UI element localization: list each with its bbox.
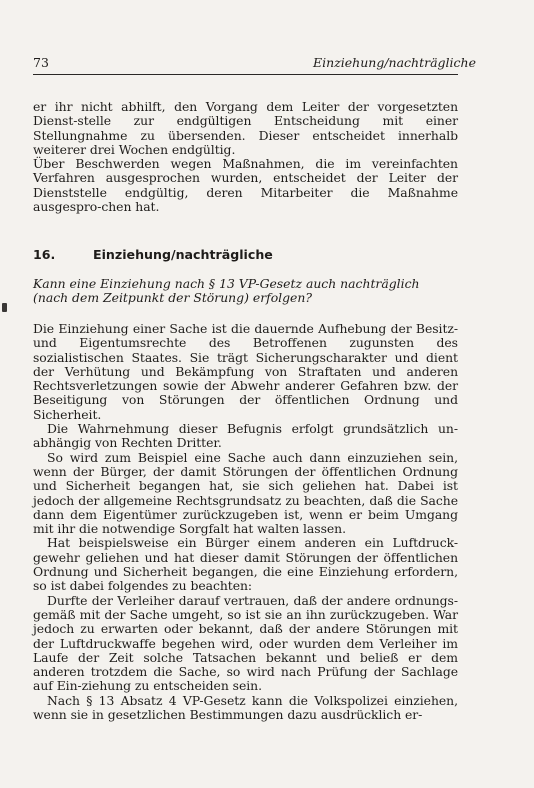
- running-title: Einziehung/nachträgliche: [313, 55, 476, 70]
- body-paragraph: Durfte der Verleiher darauf vertrauen, daß der andere ordnungs-gemäß mit der Sache umgeht, so ist sie an ihn zurückzugeben. War jedoch zu erwarten oder bekannt, daß der andere Störungen mit der Luftdruckwaffe begehen wird, oder wurden dem Verleiher im Laufe der Zeit solche Tatsachen bekannt und beließ er dem anderen trotzdem die Sache, so wird nach Prüfung der Sachlage auf Ein-ziehung zu entscheiden sein.: [33, 592, 458, 694]
- margin-mark: [2, 303, 7, 312]
- section-body: [33, 322, 458, 722]
- body-paragraph: Hat beispielsweise ein Bürger einem anderen ein Luftdruck-gewehr geliehen und hat dieser damit Störungen der öffentlichen Ordnung und Sicherheit begangen, die eine Einziehung erfordern, so ist dabei folgendes zu beachten:: [33, 535, 458, 594]
- header-rule: [33, 74, 458, 75]
- body-paragraph: Nach § 13 Absatz 4 VP-Gesetz kann die Volkspolizei einziehen, wenn sie in gesetzlichen Bestimmungen dazu ausdrücklich er-: [33, 692, 458, 723]
- section-question: Kann eine Einziehung nach § 13 VP-Gesetz auch nachträglich (nach dem Zeitpunkt der Störung) erfolgen?: [33, 276, 420, 306]
- intro-paragraph: er ihr nicht abhilft, den Vorgang dem Leiter der vorgesetzten Dienst-stelle zur endgültigen Entscheidung mit einer Stellungnahme zu übersenden. Dieser entscheidet innerhalb weiterer drei Wochen endgültig.: [33, 99, 458, 157]
- intro-paragraph: Über Beschwerden wegen Maßnahmen, die im vereinfachten Verfahren ausgesprochen wurden, entscheidet der Leiter der Dienststelle endgültig, deren Mitarbeiter die Maßnahme ausgespro-chen hat.: [33, 156, 458, 215]
- page-number: 73: [33, 55, 49, 70]
- body-paragraph: Die Wahrnehmung dieser Befugnis erfolgt grundsätzlich un-abhängig von Rechten Dritter.: [33, 421, 458, 451]
- intro-block: [33, 100, 458, 214]
- body-paragraph: Die Einziehung einer Sache ist die dauernde Aufhebung der Besitz- und Eigentumsrechte des Betroffenen zugunsten des sozialistischen Staates. Sie trägt Sicherungscharakter und dient der Verhütung und Bekämpfung von Straftaten und anderen Rechtsverletzungen sowie der Abwehr anderer Gefahren bzw. der Beseitigung von Störungen der öffentlichen Ordnung und Sicherheit.: [33, 321, 458, 422]
- section-heading: [33, 248, 458, 262]
- section-title: Einziehung/nachträgliche: [93, 247, 273, 262]
- body-paragraph: So wird zum Beispiel eine Sache auch dann einzuziehen sein, wenn der Bürger, der damit Störungen der öffentlichen Ordnung und Sicherheit begangen hat, sie sich geliehen hat. Dabei ist jedoch der allgemeine Rechtsgrundsatz zu beachten, daß die Sache dann dem Eigentümer zurückzugeben ist, wenn er beim Umgang mit ihr die notwendige Sorgfalt hat walten lassen.: [33, 449, 458, 537]
- section-number: 16.: [33, 247, 56, 262]
